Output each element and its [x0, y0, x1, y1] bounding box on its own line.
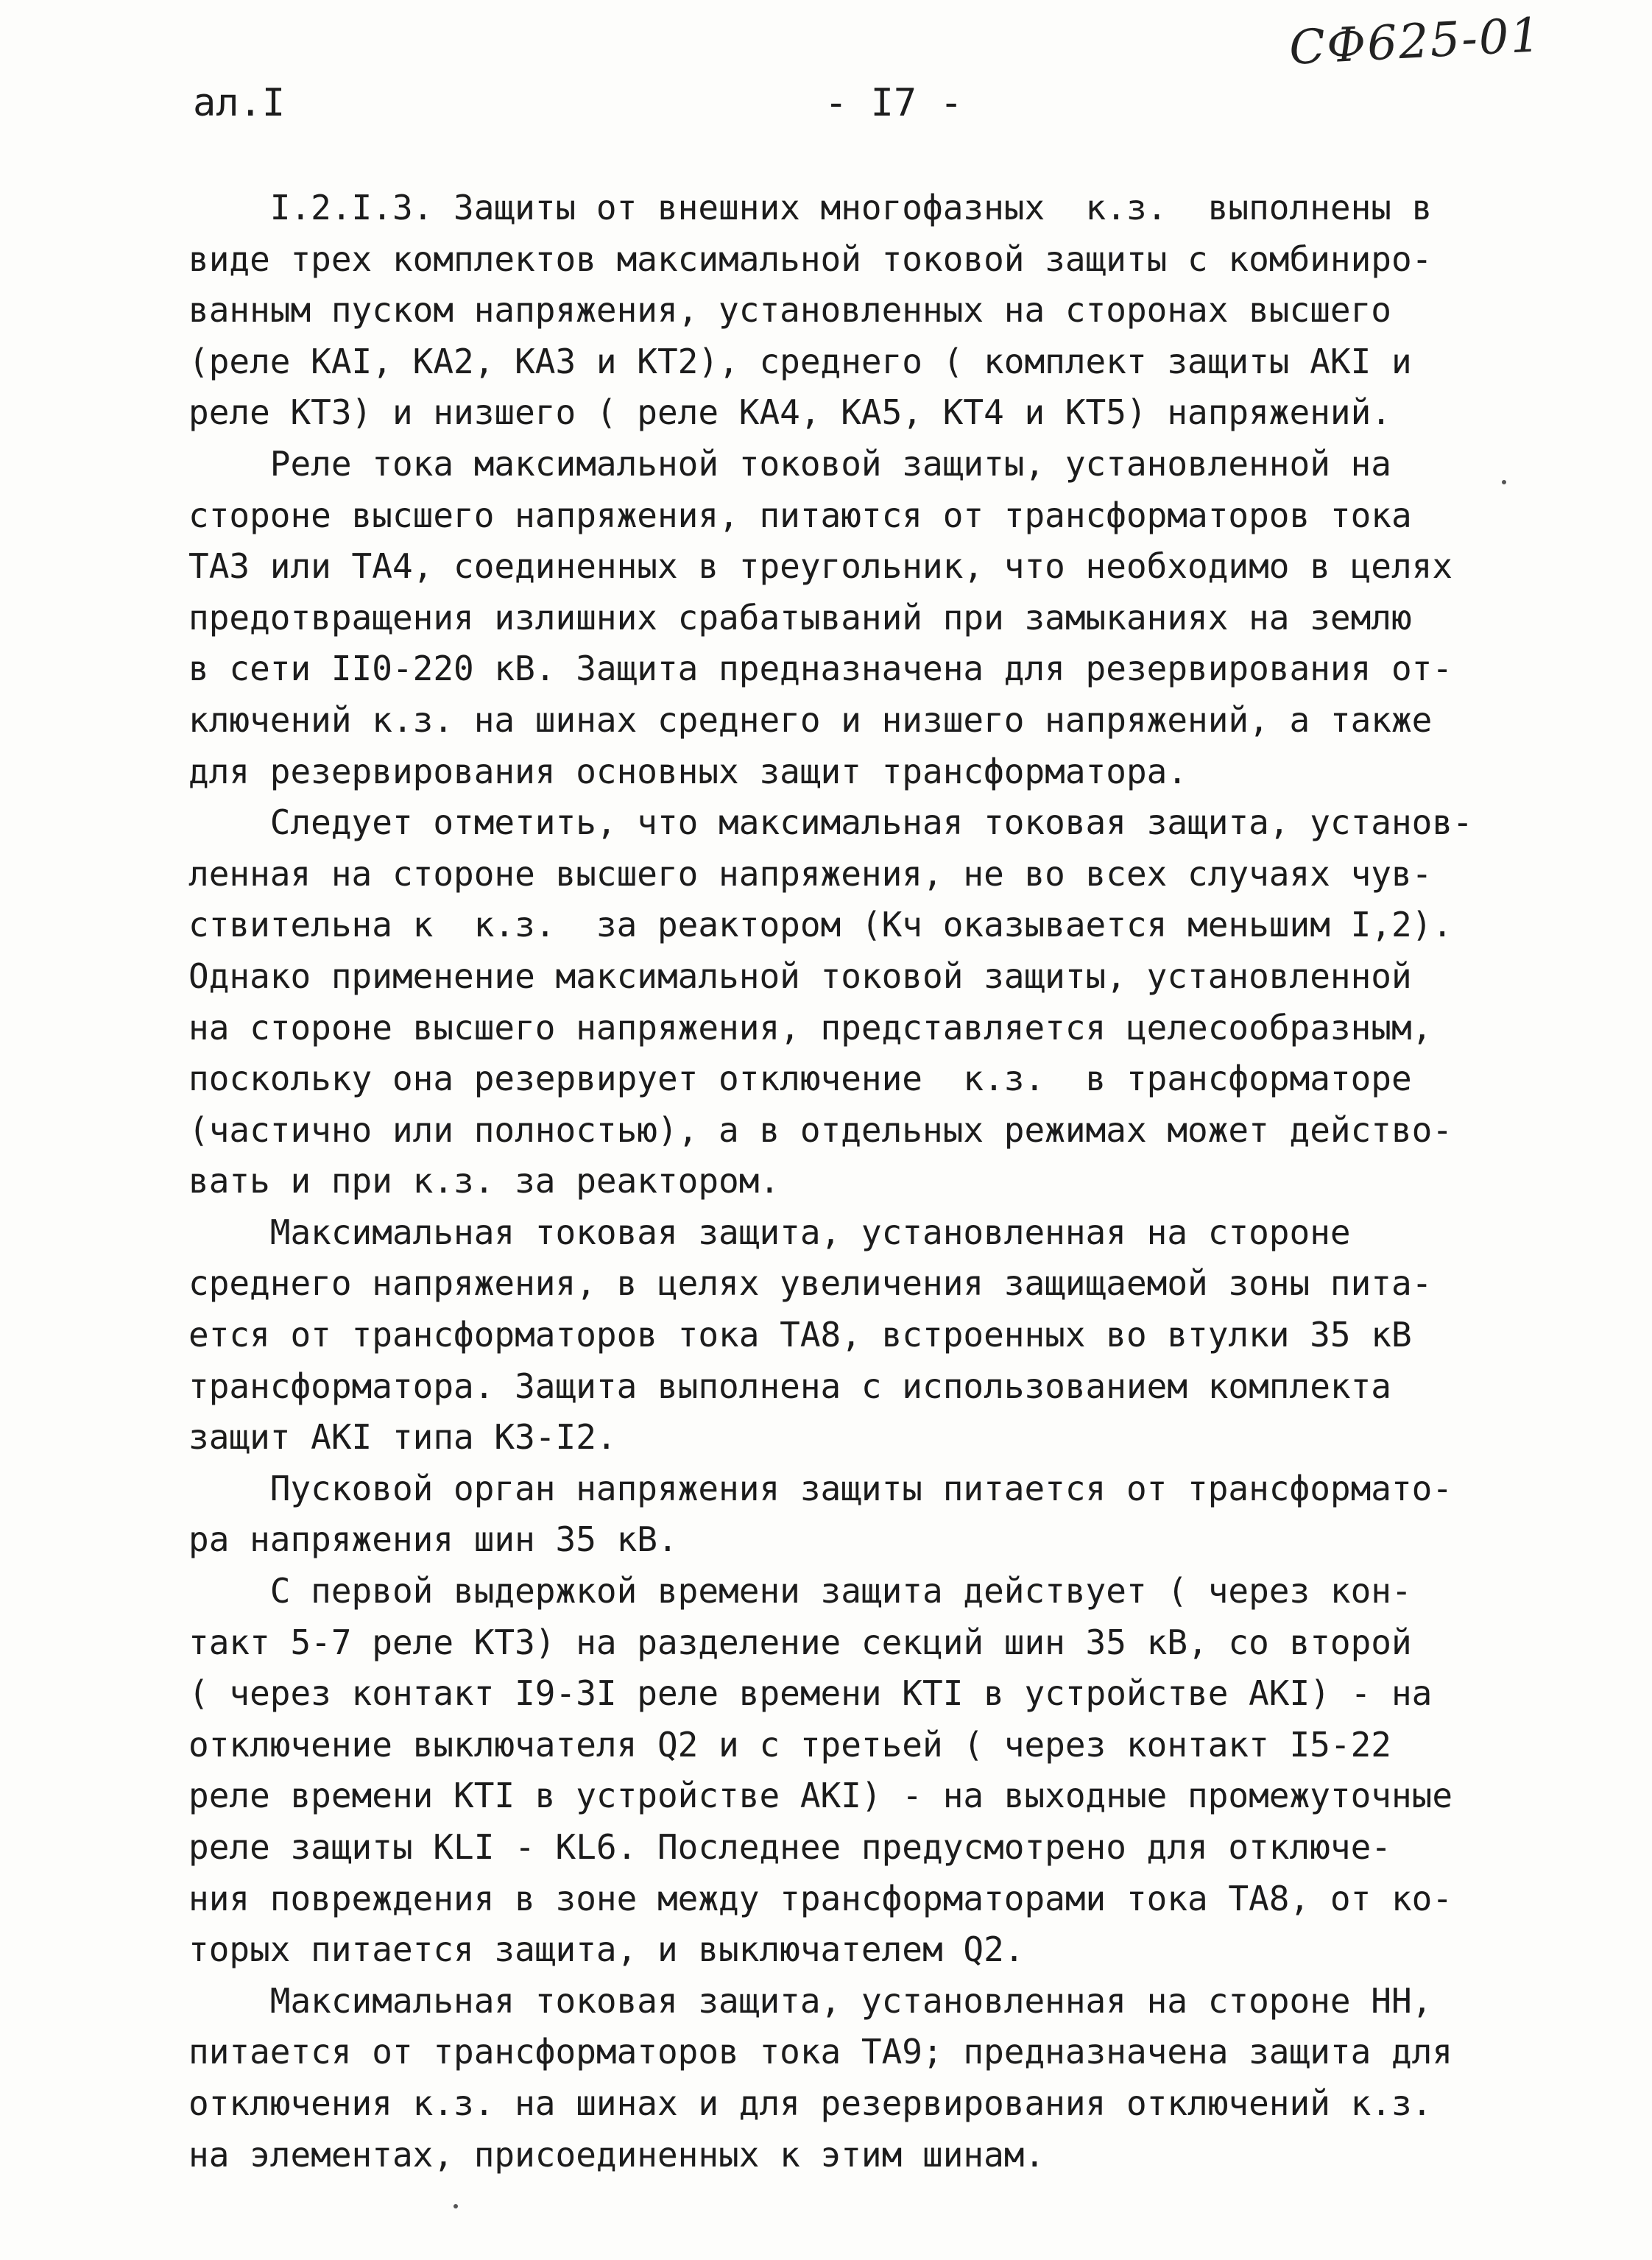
text-line: ключений к.з. на шинах среднего и низшего напряжений, а также: [188, 699, 1433, 740]
text-line: питается от трансформаторов тока ТА9; предназначена защита для: [188, 2032, 1453, 2072]
text-line: ванным пуском напряжения, установленных на сторонах высшего: [188, 290, 1391, 331]
text-line: на элементах, присоединенных к этим шинам.: [188, 2134, 1045, 2175]
text-line: на стороне высшего напряжения, представляется целесообразным,: [188, 1007, 1433, 1048]
text-line: Следует отметить, что максимальная токовая защита, установ-: [188, 802, 1473, 843]
sheet-label: ал.I: [193, 81, 286, 125]
text-line: виде трех комплектов максимальной токовой защиты с комбиниро-: [188, 239, 1433, 279]
text-line: ется от трансформаторов тока ТА8, встроенных во втулки 35 кВ: [188, 1315, 1412, 1355]
text-line: Максимальная токовая защита, установленная на стороне НН,: [188, 1980, 1433, 2021]
text-line: реле КТ3) и низшего ( реле КА4, КА5, КТ4 и КТ5) напряжений.: [188, 392, 1391, 433]
text-line: ТА3 или ТА4, соединенных в треугольник, что необходимо в целях: [188, 546, 1453, 587]
paragraph-5: [188, 1463, 1536, 1566]
text-line: ( через контакт I9-3I реле времени КТI в устройстве АКI) - на: [188, 1673, 1433, 1714]
text-line: Максимальная токовая защита, установленная на стороне: [188, 1212, 1351, 1252]
text-line: предотвращения излишних срабатываний при замыканиях на землю: [188, 597, 1412, 638]
text-line: реле защиты KLI - KL6. Последнее предусмотрено для отключе-: [188, 1827, 1391, 1867]
text-line: реле времени КТI в устройстве АКI) - на выходные промежуточные: [188, 1776, 1453, 1816]
text-line: ния повреждения в зоне между трансформаторами тока ТА8, от ко-: [188, 1878, 1453, 1918]
text-line: ра напряжения шин 35 кВ.: [188, 1519, 678, 1560]
paragraph-7: [188, 1976, 1536, 2180]
text-line: стороне высшего напряжения, питаются от трансформаторов тока: [188, 495, 1412, 535]
text-line: отключения к.з. на шинах и для резервирования отключений к.з.: [188, 2083, 1433, 2123]
text-line: Однако применение максимальной токовой защиты, установленной: [188, 956, 1412, 996]
body-text: [188, 183, 1536, 2180]
text-line: торых питается защита, и выключателем Q2.: [188, 1929, 1025, 1970]
paragraph-2: [188, 439, 1536, 797]
page-number: - I7 -: [825, 81, 963, 125]
paragraph-3: [188, 797, 1536, 1207]
text-line: в сети II0-220 кВ. Защита предназначена для резервирования от-: [188, 649, 1453, 689]
text-line: отключение выключателя Q2 и с третьей ( через контакт I5-22: [188, 1724, 1391, 1765]
text-line: I.2.I.3. Защиты от внешних многофазных к.з. выполнены в: [188, 188, 1433, 227]
text-line: трансформатора. Защита выполнена с использованием комплекта: [188, 1366, 1391, 1406]
text-line: С первой выдержкой времени защита действует ( через кон-: [188, 1571, 1412, 1611]
text-line: ствительна к к.з. за реактором (Кч оказывается меньшим I,2).: [188, 905, 1453, 945]
text-line: вать и при к.з. за реактором.: [188, 1161, 780, 1201]
text-line: (частично или полностью), а в отдельных режимах может действо-: [188, 1109, 1453, 1150]
scan-speck: [453, 2204, 458, 2208]
archive-handwritten-mark: СФ625-01: [1287, 8, 1543, 76]
scan-speck: [1502, 480, 1506, 484]
text-line: ленная на стороне высшего напряжения, не во всех случаях чув-: [188, 853, 1433, 894]
text-line: Реле тока максимальной токовой защиты, установленной на: [188, 443, 1391, 484]
text-line: защит АКI типа КЗ-I2.: [188, 1417, 617, 1458]
text-line: такт 5-7 реле КТ3) на разделение секций шин 35 кВ, со второй: [188, 1622, 1412, 1662]
text-line: (реле КАI, КА2, КА3 и КТ2), среднего ( комплект защиты АКI и: [188, 341, 1412, 381]
text-line: для резервирования основных защит трансформатора.: [188, 751, 1188, 791]
paragraph-6: [188, 1566, 1536, 1976]
paragraph-1: [188, 183, 1536, 439]
paragraph-4: [188, 1207, 1536, 1463]
text-line: поскольку она резервирует отключение к.з. в трансформаторе: [188, 1059, 1412, 1099]
text-line: Пусковой орган напряжения защиты питается от трансформато-: [188, 1468, 1453, 1508]
text-line: среднего напряжения, в целях увеличения защищаемой зоны пита-: [188, 1263, 1433, 1304]
